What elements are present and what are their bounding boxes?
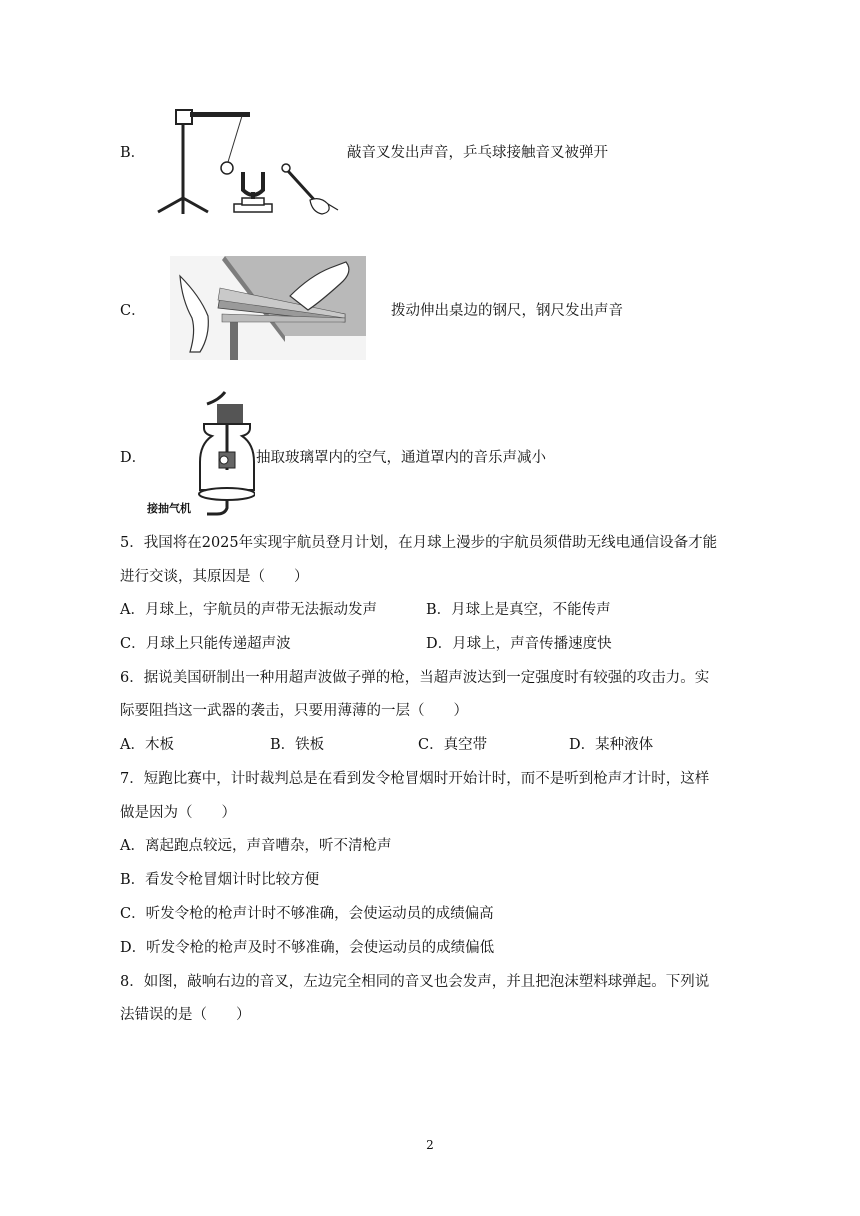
q7-option-a: A．离起跑点较远，声音嘈杂，听不清枪声 — [120, 838, 392, 854]
tuning-fork-pendulum-figure — [150, 100, 340, 218]
q5-stem-line1: 5．我国将在2025年实现宇航员登月计划，在月球上漫步的宇航员须借助无线电通信设备才能 — [120, 535, 718, 551]
option-c-caption: 拨动伸出桌边的钢尺，钢尺发出声音 — [391, 303, 623, 319]
q6-stem-line2: 际要阻挡这一武器的袭击，只要用薄薄的一层（ ） — [120, 703, 468, 719]
q6-option-d: D．某种液体 — [569, 737, 654, 753]
q7-stem-line1: 7．短跑比赛中，计时裁判总是在看到发令枪冒烟时开始计时，而不是听到枪声才计时，这样 — [120, 771, 710, 787]
option-d-caption: 抽取玻璃罩内的空气，通道罩内的音乐声减小 — [256, 450, 546, 466]
q5-option-c: C．月球上只能传递超声波 — [120, 636, 291, 652]
q5-option-d: D．月球上，声音传播速度快 — [426, 636, 612, 652]
q6-option-b: B．铁板 — [270, 737, 325, 753]
option-b-label: B． — [120, 145, 146, 161]
option-b-caption: 敲音叉发出声音，乒乓球接触音叉被弹开 — [347, 145, 608, 161]
q8-stem-line2: 法错误的是（ ） — [120, 1007, 251, 1023]
vacuum-pump-label: 接抽气机 — [147, 502, 191, 515]
q7-option-d: D．听发令枪的枪声及时不够准确，会使运动员的成绩偏低 — [120, 940, 495, 956]
q6-option-c: C．真空带 — [418, 737, 488, 753]
option-c-label: C． — [120, 303, 146, 319]
q5-option-b: B．月球上是真空，不能传声 — [426, 602, 611, 618]
q5-option-a: A．月球上，宇航员的声带无法振动发声 — [120, 602, 377, 618]
q7-option-b: B．看发令枪冒烟计时比较方便 — [120, 872, 320, 888]
q8-stem-line1: 8．如图，敲响右边的音叉，左边完全相同的音叉也会发声，并且把泡沫塑料球弹起。下列说 — [120, 974, 710, 990]
q7-option-c: C．听发令枪的枪声计时不够准确，会使运动员的成绩偏高 — [120, 906, 494, 922]
option-d-label: D． — [120, 450, 147, 466]
steel-ruler-table-figure — [170, 256, 366, 360]
q6-option-a: A．木板 — [120, 737, 174, 753]
q5-stem-line2: 进行交谈，其原因是（ ） — [120, 569, 309, 585]
page-number: 2 — [426, 1138, 434, 1152]
q6-stem-line1: 6．据说美国研制出一种用超声波做子弹的枪，当超声波达到一定强度时有较强的攻击力。实 — [120, 670, 710, 686]
q7-stem-line2: 做是因为（ ） — [120, 805, 236, 821]
